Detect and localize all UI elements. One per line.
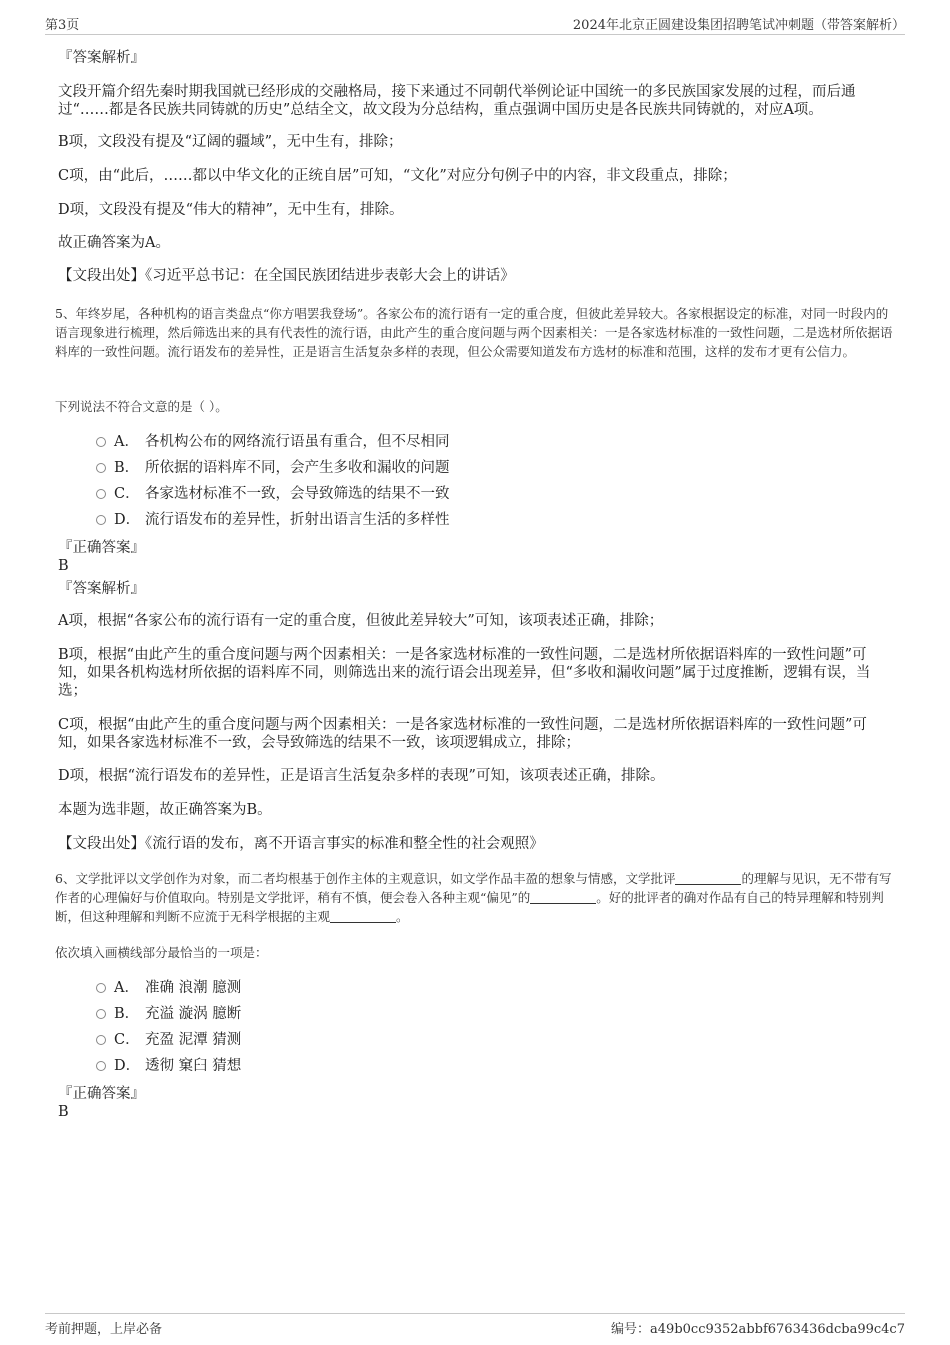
q5-option-d[interactable]: D． 流行语发布的差异性，折射出语言生活的多样性 [96, 511, 450, 529]
q4-conclusion: 故正确答案为A。 [58, 235, 170, 251]
q4-analysis-label: 『答案解析』 [58, 50, 145, 66]
q5-option-c[interactable]: C． 各家选材标准不一致，会导致筛选的结果不一致 [96, 485, 450, 503]
radio-icon[interactable] [96, 1061, 106, 1071]
q6-stem: 6、文学批评以文学创作为对象，而二者均根基于创作主体的主观意识，如文学作品丰盈的想象与情感，文学批评 的理解与见识，无不带有写作者的心理偏好与价值取向。特别是文学批评，稍有不慎，便会卷入各种主观“偏见”的 。好的批评者的确对作品有自己的特异理解和特别判断，但这种理解和判断不应流于无科学根据的主观 。 [55, 871, 892, 924]
q5-analysis-c: C项，根据“由此产生的重合度问题与两个因素相关：一是各家选材标准的一致性问题，二是选材所依据语料库的一致性问题”可知，如果各家选材标准不一致，会导致筛选的结果不一致，该项逻辑成立，排除； [58, 717, 867, 751]
q5-analysis-a: A项，根据“各家公布的流行语有一定的重合度，但彼此差异较大”可知，该项表述正确，排除； [58, 613, 664, 629]
q4-analysis-c: C项，由“此后，……都以中华文化的正统自居”可知，“文化”对应分句例子中的内容，非文段重点，排除； [58, 168, 737, 184]
q4-analysis-main: 文段开篇介绍先秦时期我国就已经形成的交融格局，接下来通过不同朝代举例论证中国统一的多民族国家发展的过程，而后通过“……都是各民族共同铸就的历史”总结全文，故文段为分总结构，重点强调中国历史是各民族共同铸就的，对应A项。 [58, 84, 856, 118]
q5-analysis-b: B项，根据“由此产生的重合度问题与两个因素相关：一是各家选材标准的一致性问题，二是选材所依据语料库的一致性问题”可知，如果各机构选材所依据的语料库不同，则筛选出来的流行语会出现差异，但“多收和漏收问题”属于过度推断，逻辑有误，当选； [58, 647, 871, 699]
q6-answer: B [58, 1104, 69, 1120]
fill-blank [530, 891, 596, 904]
fill-blank [330, 910, 396, 923]
footer-slogan: 考前押题，上岸必备 [45, 1322, 163, 1337]
document-title: 2024年北京正圆建设集团招聘笔试冲刺题（带答案解析） [572, 18, 905, 33]
q5-option-b[interactable]: B． 所依据的语料库不同，会产生多收和漏收的问题 [96, 459, 450, 477]
q4-source: 【文段出处】《习近平总书记：在全国民族团结进步表彰大会上的讲话》 [58, 268, 515, 284]
q5-analysis-d: D项，根据“流行语发布的差异性，正是语言生活复杂多样的表现”可知，该项表述正确，排除。 [58, 768, 665, 784]
radio-icon[interactable] [96, 463, 106, 473]
q5-conclusion: 本题为选非题，故正确答案为B。 [58, 802, 272, 818]
q5-question: 下列说法不符合文意的是（ ）。 [55, 399, 228, 414]
page-number: 第3页 [45, 18, 80, 33]
q4-analysis-d: D项，文段没有提及“伟大的精神”，无中生有，排除。 [58, 202, 404, 218]
q6-option-d[interactable]: D． 透彻 窠臼 猜想 [96, 1057, 241, 1075]
radio-icon[interactable] [96, 1009, 106, 1019]
q6-option-b[interactable]: B． 充溢 漩涡 臆断 [96, 1005, 241, 1023]
q5-answer-label: 『正确答案』 [58, 540, 145, 556]
document-id: 编号：a49b0cc9352abbf6763436dcba99c4c7 [611, 1322, 905, 1337]
q4-analysis-b: B项，文段没有提及“辽阔的疆域”，无中生有，排除； [58, 134, 403, 150]
q5-option-a[interactable]: A． 各机构公布的网络流行语虽有重合，但不尽相同 [96, 433, 450, 451]
q5-stem: 5、年终岁尾，各种机构的语言类盘点“你方唱罢我登场”。各家公布的流行语有一定的重合度，但彼此差异较大。各家根据设定的标准，对同一时段内的语言现象进行梳理，然后筛选出来的具有代表性的流行语，由此产生的重合度问题与两个因素相关：一是各家选材标准的一致性问题，二是选材所依据语料库的一致性问题。流行语发布的差异性，正是语言生活复杂多样的表现，但公众需要知道发布方选材的标准和范围，这样的发布才更有公信力。 [55, 306, 893, 359]
radio-icon[interactable] [96, 437, 106, 447]
radio-icon[interactable] [96, 489, 106, 499]
q6-option-a[interactable]: A． 准确 浪潮 臆测 [96, 979, 241, 997]
page-footer [45, 1313, 905, 1338]
q6-option-c[interactable]: C． 充盈 泥潭 猜测 [96, 1031, 241, 1049]
q6-question: 依次填入画横线部分最恰当的一项是： [55, 945, 268, 960]
q6-answer-label: 『正确答案』 [58, 1086, 145, 1102]
q5-source: 【文段出处】《流行语的发布，离不开语言事实的标准和整全性的社会观照》 [58, 836, 544, 852]
radio-icon[interactable] [96, 515, 106, 525]
radio-icon[interactable] [96, 983, 106, 993]
fill-blank [675, 872, 741, 885]
q5-answer: B [58, 558, 69, 574]
radio-icon[interactable] [96, 1035, 106, 1045]
page-header [45, 14, 905, 35]
q5-analysis-label: 『答案解析』 [58, 581, 145, 597]
